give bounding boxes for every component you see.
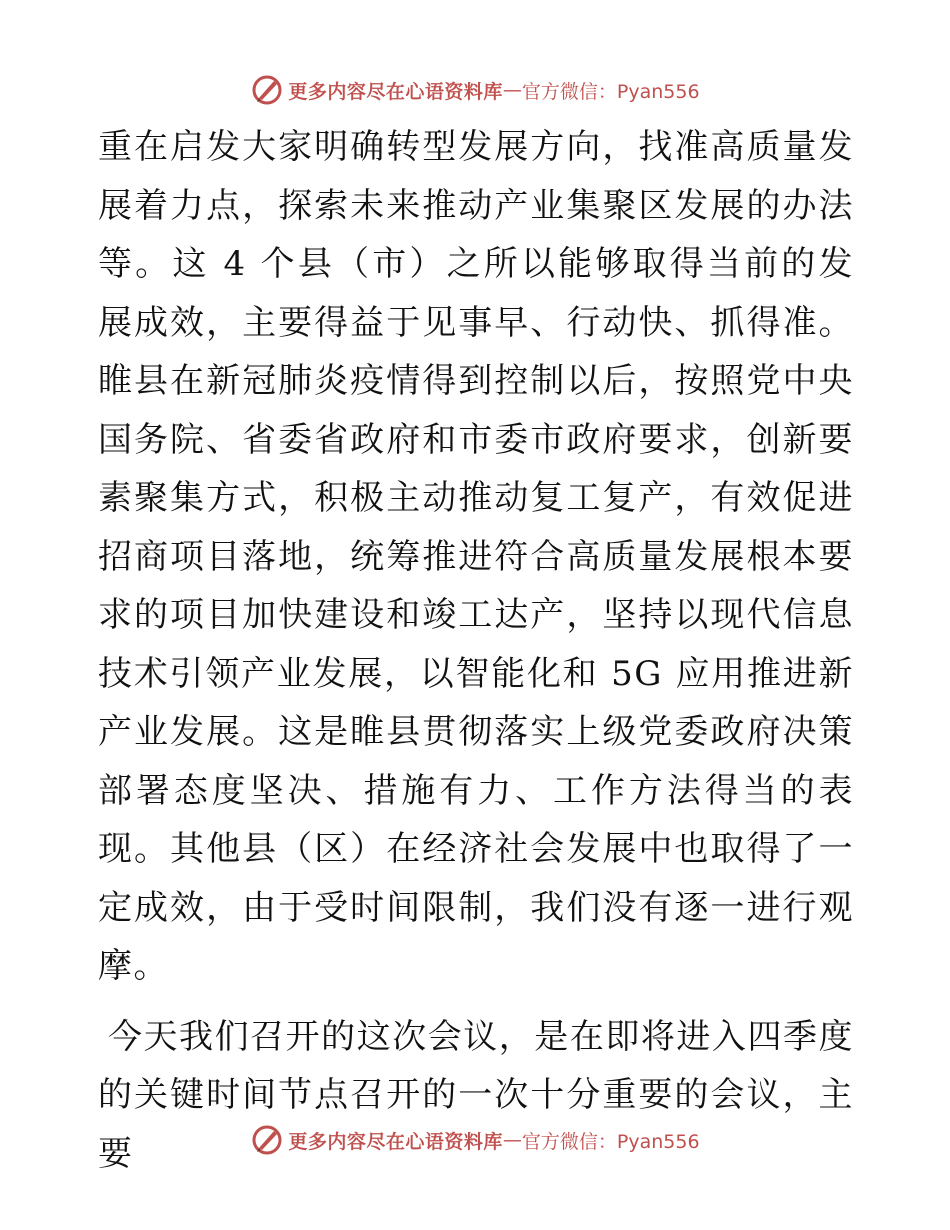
paragraph-1: 重在启发大家明确转型发展方向，找准高质量发展着力点，探索未来推动产业集聚区发展的办法等。这 4 个县（市）之所以能够取得当前的发展成效，主要得益于见事早、行动快、抓得准。睢县在新冠肺炎疫情得到控制以后，按照党中央国务院、省委省政府和市委市政府要求，创新要素聚集方式，积极主动推动复工复产，有效促进招商项目落地，统筹推进符合高质量发展根本要求的项目加快建设和竣工达产，坚持以现代信息技术引领产业发展，以智能化和 5G 应用推进新产业发展。这是睢县贯彻落实上级党委政府决策部署态度坚决、措施有力、工作方法得当的表现。其他县（区）在经济社会发展中也取得了一定成效，由于受时间限制，我们没有逐一进行观摩。: [98, 127, 854, 986]
footer-banner-dash: —: [502, 1129, 522, 1151]
header-banner-dash: —: [502, 79, 522, 101]
paragraph-2: 今天我们召开的这次会议，是在即将进入四季度的关键时间节点召开的一次十分重要的会议，主要: [98, 1016, 854, 1174]
footer-banner: [0, 1120, 950, 1160]
header-banner-text: 更多内容尽在心语资料库: [288, 80, 503, 103]
quill-pen-logo-icon: [250, 1123, 284, 1157]
header-banner-account: 官方微信：Pyan556: [521, 80, 700, 103]
header-banner: [0, 70, 950, 110]
quill-pen-logo-icon: [250, 73, 284, 107]
footer-banner-text: 更多内容尽在心语资料库: [288, 1130, 503, 1153]
footer-banner-account: 官方微信：Pyan556: [521, 1130, 700, 1153]
document-body: [98, 118, 854, 1183]
